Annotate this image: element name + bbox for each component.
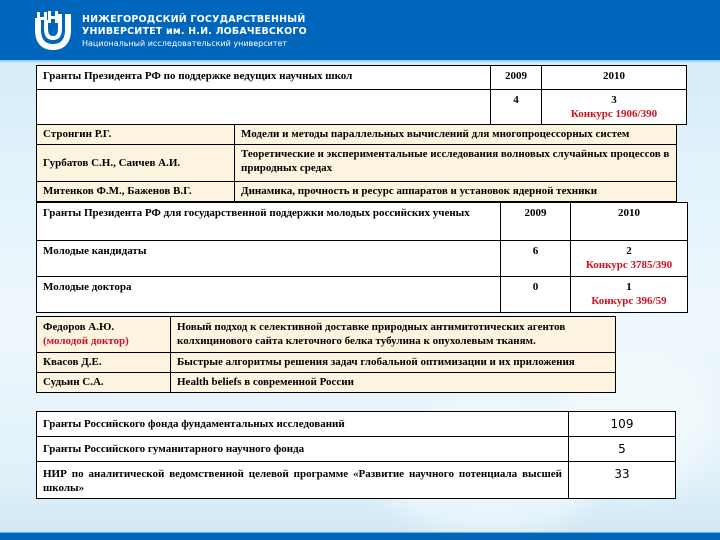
table-row: [37, 145, 677, 182]
count-2010: 3: [611, 94, 617, 106]
count-2010-cell: [542, 90, 687, 125]
contest-2010: Конкурс 1906/390: [570, 108, 658, 120]
table-row: [37, 277, 688, 313]
table-row: [37, 125, 677, 145]
university-name-line2: УНИВЕРСИТЕТ им. Н.И. ЛОБАЧЕВСКОГО: [82, 26, 307, 37]
table-row: [37, 203, 688, 241]
school-leader: Гурбатов С.Н., Саичев А.И.: [37, 145, 235, 182]
young-scientists-title: Гранты Президента РФ для государственной поддержки молодых российских ученых: [37, 203, 501, 241]
school-leader: Стронгин Р.Г.: [37, 125, 235, 145]
grant-value: 109: [569, 412, 676, 437]
school-leader: Митенков Ф.М., Баженов В.Г.: [37, 182, 235, 202]
table-row: [37, 462, 676, 499]
table-row: [37, 373, 616, 393]
grantee-topic: Health beliefs в современной России: [171, 373, 616, 393]
grant-label: Гранты Российского гуманитарного научного фонда: [37, 437, 569, 462]
contest-label: Конкурс 3785/390: [585, 259, 673, 271]
value-2010: 2: [626, 245, 632, 257]
young-grantees-list: [36, 316, 616, 393]
grant-label: Гранты Российского фонда фундаментальных исследований: [37, 412, 569, 437]
grantee-cell: [37, 317, 171, 353]
table-row: [37, 412, 676, 437]
other-grants-table: [36, 411, 676, 499]
value-2009: 0: [501, 277, 571, 313]
university-name-line1: НИЖЕГОРОДСКИЙ ГОСУДАРСТВЕННЫЙ: [82, 14, 306, 25]
nn-university-logo-icon: [33, 10, 73, 52]
grantee-topic: Быстрые алгоритмы решения задач глобальной оптимизации и их приложения: [171, 353, 616, 373]
contest-label: Конкурс 396/59: [591, 295, 667, 307]
value-2010-cell: [571, 277, 688, 313]
empty-cell: [37, 90, 491, 125]
leading-schools-list: [36, 124, 677, 202]
table-row: [37, 353, 616, 373]
grant-value: 5: [569, 437, 676, 462]
grant-label: НИР по аналитической ведомственной целевой программе «Развитие научного потенциала высшей школы»: [37, 462, 569, 499]
category-label: Молодые доктора: [37, 277, 501, 313]
grantee-name: Федоров А.Ю.: [43, 321, 115, 333]
col-2010-header: 2010: [571, 203, 688, 241]
university-subtitle: Национальный исследовательский университет: [82, 39, 288, 48]
grantee-name: Квасов Д.Е.: [37, 353, 171, 373]
school-topic: Модели и методы параллельных вычислений для многопроцессорных систем: [235, 125, 677, 145]
col-2009-header: 2009: [491, 66, 542, 90]
grantee-name: Судьин С.А.: [37, 373, 171, 393]
school-topic: Теоретические и экспериментальные исследования волновых случайных процессов в природных средах: [235, 145, 677, 182]
table-row: [37, 437, 676, 462]
category-label: Молодые кандидаты: [37, 241, 501, 277]
leading-schools-title: Гранты Президента РФ по поддержке ведущих научных школ: [37, 66, 491, 90]
university-header: [0, 0, 720, 62]
col-2009-header: 2009: [501, 203, 571, 241]
footer-bar: [0, 532, 720, 540]
grantee-note: (молодой доктор): [43, 335, 129, 347]
count-2009: 4: [491, 90, 542, 125]
grant-value: 33: [569, 462, 676, 499]
leading-schools-table: [36, 65, 687, 125]
table-row: [37, 66, 687, 90]
university-name: [82, 14, 307, 49]
table-row: [37, 182, 677, 202]
table-row: [37, 90, 687, 125]
grantee-topic: Новый подход к селективной доставке природных антимитотических агентов колхицинового сайта клеточного белка тубулина к опухолевым тканям.: [171, 317, 616, 353]
young-scientists-table: [36, 202, 688, 313]
school-topic: Динамика, прочность и ресурс аппаратов и установок ядерной техники: [235, 182, 677, 202]
value-2009: 6: [501, 241, 571, 277]
value-2010: 1: [626, 281, 632, 293]
col-2010-header: 2010: [542, 66, 687, 90]
table-row: [37, 317, 616, 353]
value-2010-cell: [571, 241, 688, 277]
table-row: [37, 241, 688, 277]
